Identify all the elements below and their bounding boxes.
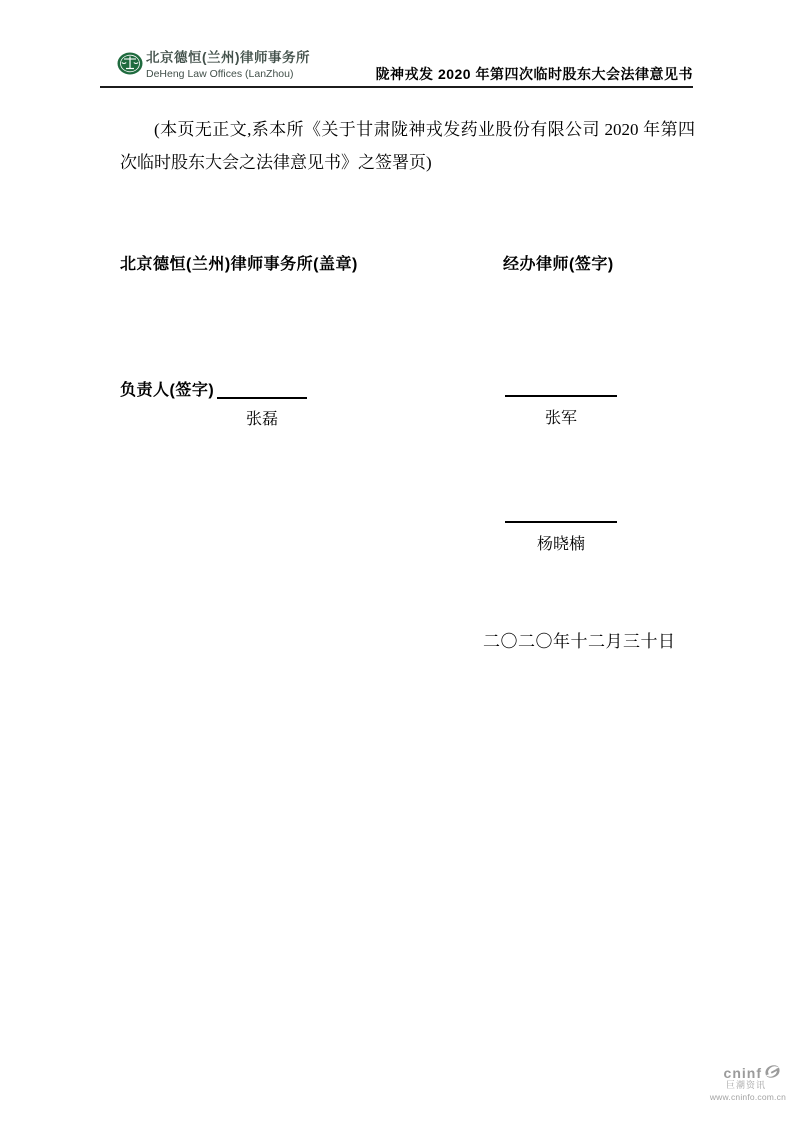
cninfo-url: www.cninfo.com.cn [709,1091,786,1102]
lawyer1-signer-name: 张军 [544,410,577,427]
signature-page-statement: (本页无正文,系本所《关于甘肃陇神戎发药业股份有限公司 2020 年第四次临时股东大会之法律意见书》之签署页) [120,120,695,172]
lawyer1-signature-line [505,395,617,397]
handling-lawyer-label: 经办律师(签字) [503,256,614,273]
deheng-logo-icon [117,52,143,75]
firm-name-en: DeHeng Law Offices (LanZhou) [146,67,294,80]
firm-identity [146,50,310,81]
principal-signature-label: 负责人(签字) [120,382,215,399]
document-title: 陇神戎发 2020 年第四次临时股东大会法律意见书 [375,66,693,82]
cninfo-logo-icon [763,1063,782,1080]
principal-signer-name: 张磊 [245,411,278,428]
header-divider [100,86,693,88]
firm-name-cn: 北京德恒(兰州)律师事务所 [146,50,310,65]
firm-seal-label: 北京德恒(兰州)律师事务所(盖章) [120,256,358,273]
cninfo-brand-cn: 巨潮资讯 [725,1080,766,1090]
lawyer2-signature-line [505,521,617,523]
cninfo-watermark [692,1066,788,1102]
lawyer2-signer-name: 杨晓楠 [536,536,585,553]
cninfo-brand-text: cninf [723,1065,762,1081]
principal-signature-line [217,397,307,399]
document-date: 二〇二〇年十二月三十日 [483,632,676,651]
